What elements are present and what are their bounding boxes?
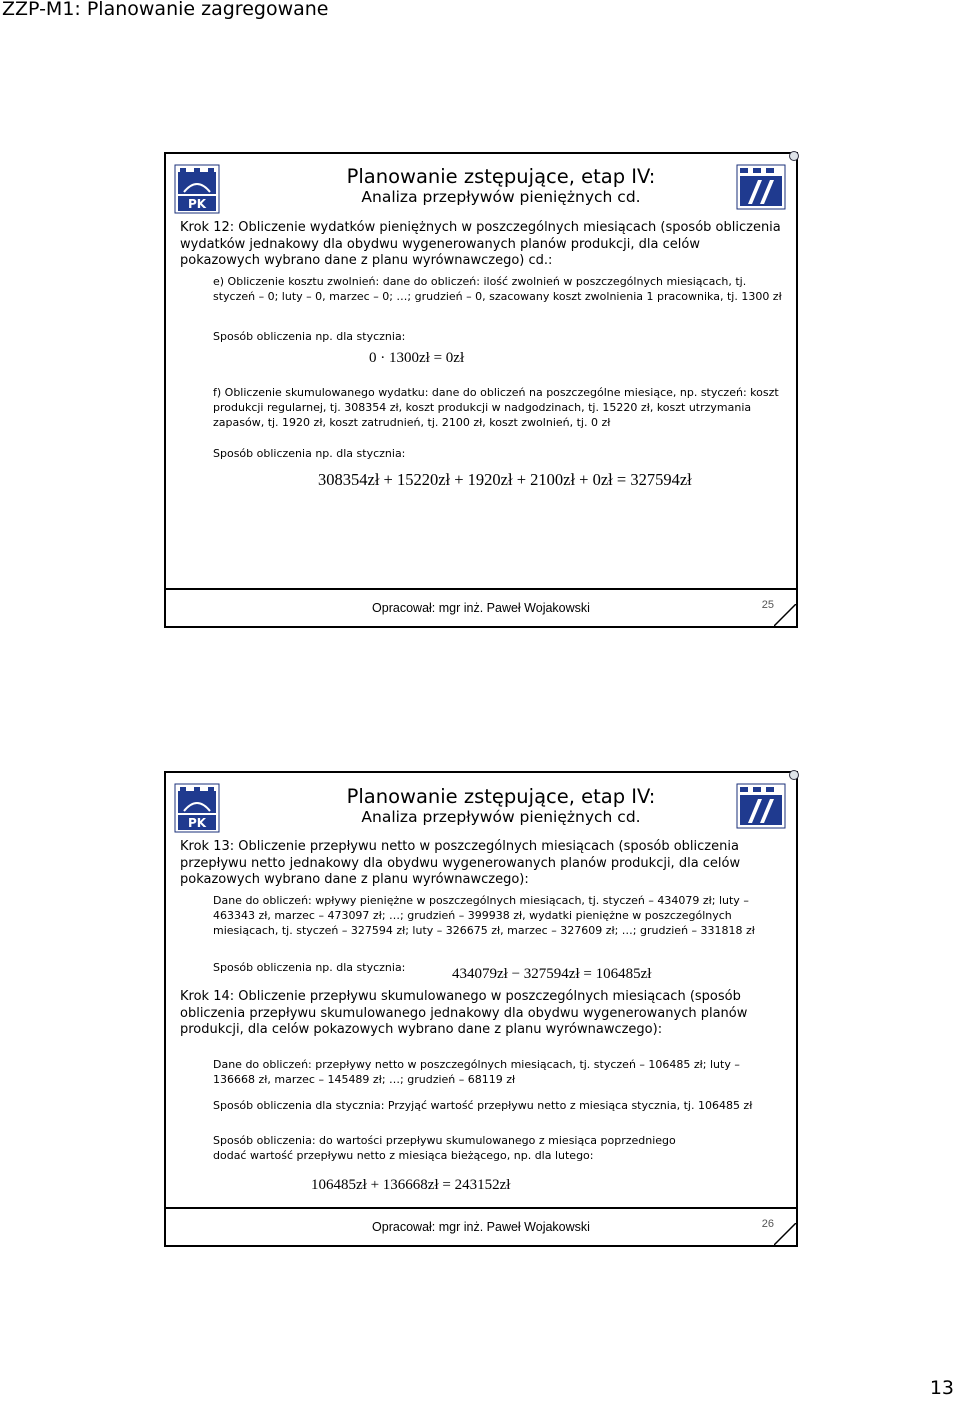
page-fold-icon xyxy=(774,1223,796,1245)
slide-title-line1: Planowanie zstępujące, etap IV: xyxy=(346,785,656,808)
formula-f: 308354zł + 15220zł + 1920zł + 2100zł + 0zł = 327594zł xyxy=(318,470,692,489)
svg-text:PK: PK xyxy=(187,816,207,830)
slide-number: 26 xyxy=(761,1218,774,1230)
slide-title xyxy=(206,166,796,206)
castle-tower-logo-icon xyxy=(736,164,786,210)
step13-data: Dane do obliczeń: wpływy pieniężne w poszczególnych miesiącach, tj. styczeń – 434079 zł; luty – 463343 zł, marzec – 473097 zł; …; grudzień – 399938 zł, wydatki pieniężne w poszczególnych miesiącach, tj. styczeń – 327594 zł; luty – 326675 zł, marzec – 327609 zł; …; grudzień – 331818 zł xyxy=(213,894,755,937)
slide-title-line1: Planowanie zstępujące, etap IV: xyxy=(346,165,656,188)
page-fold-icon xyxy=(774,604,796,626)
page-number: 13 xyxy=(929,1377,954,1399)
corner-pin-icon xyxy=(789,151,799,161)
document-title: ZZP-M1: Planowanie zagregowane xyxy=(2,0,329,20)
corner-pin-icon xyxy=(789,770,799,780)
author-credit: Opracował: mgr inż. Paweł Wojakowski xyxy=(372,1220,590,1234)
step13-method: Sposób obliczenia np. dla stycznia: xyxy=(213,961,406,974)
step14-jan: Sposób obliczenia dla stycznia: Przyjąć wartość przepływu netto z miesiąca stycznia, tj. 106485 zł xyxy=(213,1099,753,1112)
slide-title xyxy=(206,786,796,826)
slide-footer xyxy=(166,1207,796,1245)
step12-e-text: e) Obliczenie kosztu zwolnień: dane do obliczeń: ilość zwolnień w poszczególnych miesiącach, tj. styczeń – 0; luty – 0, marzec – 0; …; grudzień – 0, szacowany koszt zwolnienia 1 pracownika, tj. 1300 zł xyxy=(213,275,782,303)
step14-data: Dane do obliczeń: przepływy netto w poszczególnych miesiącach, tj. styczeń – 106485 zł; luty – 136668 zł, marzec – 145489 zł; …; grudzień – 68119 zł xyxy=(213,1058,740,1086)
step13-text: Krok 13: Obliczenie przepływu netto w poszczególnych miesiącach (sposób obliczenia przepływu netto jednakowy dla obydwu wygenerowanych planów produkcji, dla celów pokazowych wybrano dane z planu wyrównawczego): xyxy=(180,839,741,887)
slide-number: 25 xyxy=(761,599,774,611)
step12-e-method: Sposób obliczenia np. dla stycznia: xyxy=(213,330,406,343)
formula-e: 0 · 1300zł = 0zł xyxy=(369,350,465,366)
step12-f-text: f) Obliczenie skumulowanego wydatku: dane do obliczeń na poszczególne miesiące, np. styczeń: koszt produkcji regularnej, tj. 308354 zł, koszt produkcji w nadgodzinach, tj. 15220 zł, koszt utrzymania zapasów, tj. 1920 zł, koszt zatrudnień, tj. 2100 zł, koszt zwolnień, tj. 0 zł xyxy=(213,386,779,429)
slide-footer xyxy=(166,588,796,626)
castle-tower-logo-icon xyxy=(736,783,786,829)
formula-step14: 106485zł + 136668zł = 243152zł xyxy=(311,1177,511,1193)
slide-25 xyxy=(164,152,798,628)
slide-title-line2: Analiza przepływów pieniężnych cd. xyxy=(361,188,641,206)
step14-method: Sposób obliczenia: do wartości przepływu skumulowanego z miesiąca poprzedniego dodać wartość przepływu netto z miesiąca bieżącego, np. dla lutego: xyxy=(213,1134,676,1162)
step14-text: Krok 14: Obliczenie przepływu skumulowanego w poszczególnych miesiącach (sposób obliczenia przepływu skumulowanego jednakowy dla obydwu wygenerowanych planów produkcji, dla celów pokazowych wybrano dane z planu wyrównawczego): xyxy=(180,989,748,1037)
step12-text: Krok 12: Obliczenie wydatków pieniężnych w poszczególnych miesiącach (sposób obliczenia wydatków jednakowy dla obydwu wygenerowanych planów produkcji, dla celów pokazowych wybrano dane z planu wyrównawczego) cd.: xyxy=(180,220,781,268)
step12-f-method: Sposób obliczenia np. dla stycznia: xyxy=(213,447,406,460)
author-credit: Opracował: mgr inż. Paweł Wojakowski xyxy=(372,601,590,615)
slide-title-line2: Analiza przepływów pieniężnych cd. xyxy=(361,808,641,826)
formula-step13: 434079zł − 327594zł = 106485zł xyxy=(452,966,652,982)
slide-26 xyxy=(164,771,798,1247)
svg-text:PK: PK xyxy=(187,197,207,211)
